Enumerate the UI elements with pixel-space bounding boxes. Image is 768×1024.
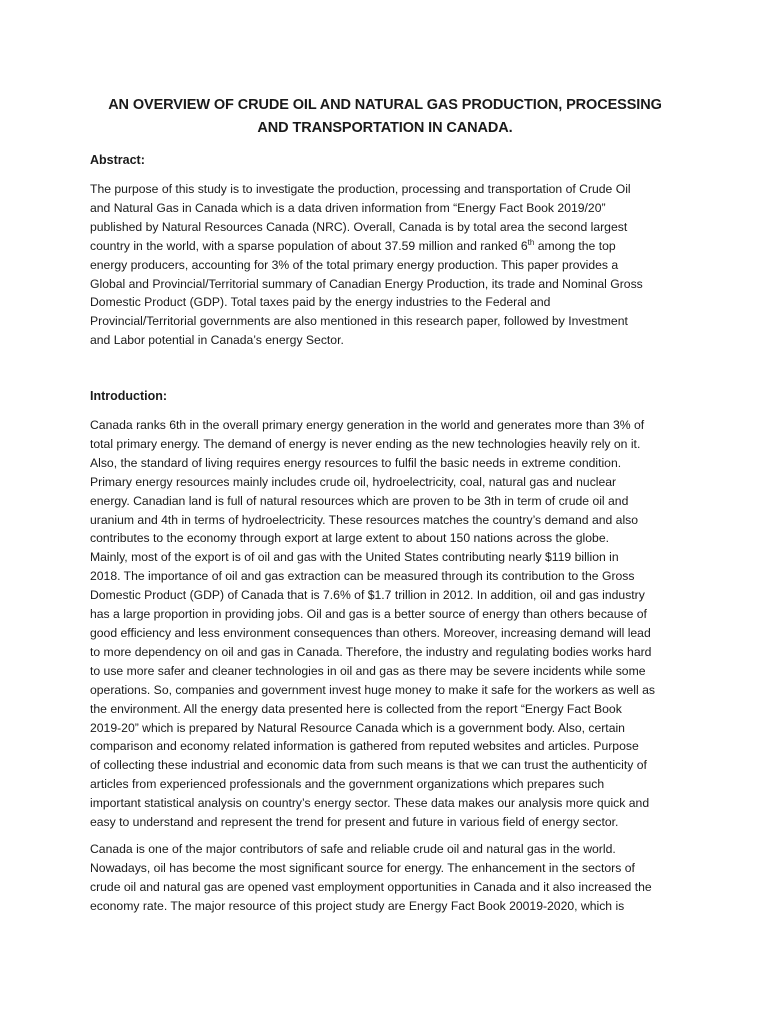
ordinal-superscript: th [527,237,535,247]
abstract-line: Global and Provincial/Territorial summary of Canadian Energy Production, its trade and Nominal Gross [90,276,643,291]
intro-line: to use more safer and cleaner technologies in oil and gas as there may be severe incidents while some [90,663,646,678]
intro-line: Canada ranks 6th in the overall primary energy generation in the world and generates more than 3% of [90,418,645,432]
intro-line: crude oil and natural gas are opened vast employment opportunities in Canada and it also increased the [90,879,652,894]
intro-line: contributes to the economy through export at large extent to about 150 nations across the globe. [90,531,609,546]
intro-line: economy rate. The major resource of this project study are Energy Fact Book 20019-2020, which is [90,898,625,913]
intro-line: operations. So, companies and government invest huge money to make it safe for the workers as well as [90,682,655,697]
title-line-2: AND TRANSPORTATION IN CANADA. [257,120,513,136]
intro-line: energy. Canadian land is full of natural resources which are proven to be 3th in term of crude oil and [90,493,629,508]
intro-line: Domestic Product (GDP) of Canada that is 7.6% of $1.7 trillion in 2012. In addition, oil and gas industry [90,588,645,603]
abstract-line: energy producers, accounting for 3% of the total primary energy production. This paper provides a [90,257,619,272]
introduction-heading: Introduction: [90,389,168,403]
abstract-paragraph [90,180,680,350]
intro-line: Primary energy resources mainly includes crude oil, hydroelectricity, coal, natural gas and nuclear [90,474,617,489]
intro-line: total primary energy. The demand of energy is never ending as the new technologies heavily rely on it. [90,436,641,451]
abstract-line-with-superscript [90,237,680,256]
intro-line: of collecting these industrial and economic data from such means is that we can trust the authenticity of [90,758,647,773]
intro-line: important statistical analysis on country’s energy sector. These data makes our analysis more quick and [90,796,650,811]
introduction-paragraph-1 [90,416,680,832]
intro-line: 2018. The importance of oil and gas extraction can be measured through its contribution to the Gross [90,569,635,584]
document-title [90,94,680,140]
abstract-line: and Labor potential in Canada’s energy Sector. [90,333,344,348]
intro-line: Canada is one of the major contributors of safe and reliable crude oil and natural gas in the world. [90,842,616,856]
intro-line: uranium and 4th in terms of hydroelectricity. These resources matches the country’s demand and also [90,512,639,527]
intro-line: easy to understand and represent the trend for present and future in various field of energy sector. [90,815,619,830]
intro-line: articles from experienced professionals and the government organizations which prepares such [90,777,605,792]
abstract-line-text: country in the world, with a sparse population of about 37.59 million and ranked 6 [90,238,528,253]
abstract-line: published by Natural Resources Canada (NRC). Overall, Canada is by total area the second largest [90,219,628,234]
abstract-line: and Natural Gas in Canada which is a data driven information from “Energy Fact Book 2019/20” [90,200,606,215]
intro-line: the environment. All the energy data presented here is collected from the report “Energy Fact Book [90,701,622,716]
intro-line: Nowadays, oil has become the most significant source for energy. The enhancement in the sectors of [90,860,635,875]
intro-line: to more dependency on oil and gas in Canada. Therefore, the industry and regulating bodies works hard [90,644,652,659]
introduction-paragraph-2 [90,840,680,916]
abstract-line: Provincial/Territorial governments are also mentioned in this research paper, followed by Investment [90,314,628,329]
intro-line: comparison and economy related information is gathered from reputed websites and articles. Purpose [90,739,639,754]
intro-line: 2019-20” which is prepared by Natural Resource Canada which is a government body. Also, certain [90,720,625,735]
abstract-line: Domestic Product (GDP). Total taxes paid by the energy industries to the Federal and [90,295,551,310]
abstract-line: The purpose of this study is to investigate the production, processing and transportation of Crude Oil [90,182,631,196]
abstract-line-tail: among the top [534,238,616,253]
intro-line: Mainly, most of the export is of oil and gas with the United States contributing nearly $119 billion in [90,550,619,565]
intro-line: good efficiency and less environment consequences than others. Moreover, increasing demand will lead [90,625,651,640]
title-line-1: AN OVERVIEW OF CRUDE OIL AND NATURAL GAS PRODUCTION, PROCESSING [108,97,662,113]
abstract-heading: Abstract: [90,153,145,167]
intro-line: has a large proportion in providing jobs. Oil and gas is a better source of energy than others because of [90,607,647,622]
intro-line: Also, the standard of living requires energy resources to fulfil the basic needs in extreme condition. [90,455,622,470]
